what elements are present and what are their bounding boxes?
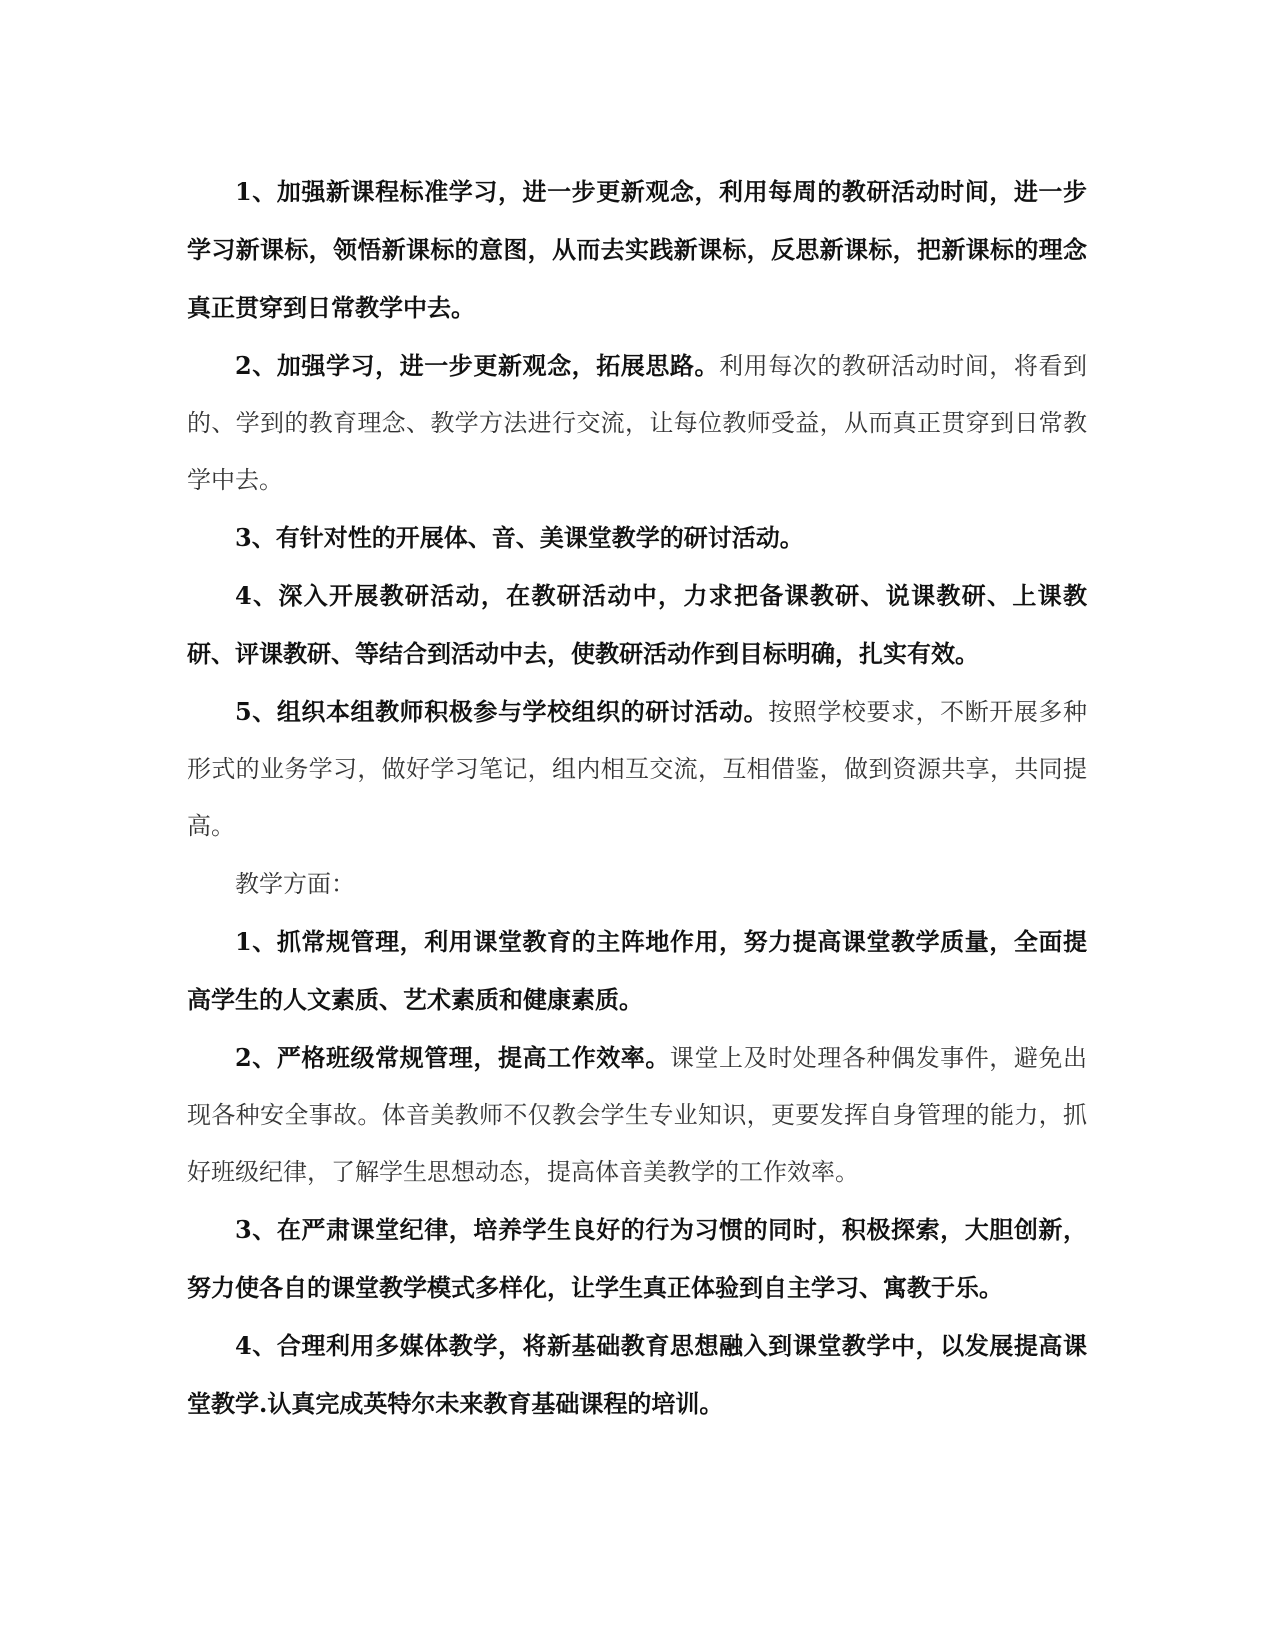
document-body [187,163,1087,1433]
paragraph-plain-text: 按照学校要求，不断开展多种形式的业务学习，做好学习笔记，组内相互交流，互相借鉴，做到资源共享，共同提高。 [187,698,1087,840]
paragraph-7 [187,1029,1087,1201]
section-heading-teaching [187,855,1087,913]
paragraph-5 [187,683,1087,855]
paragraph-6 [187,913,1087,1029]
paragraph-3 [187,509,1087,567]
paragraph-bold-text: 4、合理利用多媒体教学，将新基础教育思想融入到课堂教学中，以发展提高课堂教学.认真完成英特尔未来教育基础课程的培训。 [187,1331,1087,1418]
paragraph-bold-text: 2、加强学习，进一步更新观念，拓展思路。 [235,351,720,380]
paragraph-bold-text: 1、加强新课程标准学习，进一步更新观念，利用每周的教研活动时间，进一步学习新课标，领悟新课标的意图，从而去实践新课标，反思新课标，把新课标的理念真正贯穿到日常教学中去。 [187,177,1087,322]
paragraph-bold-text: 3、在严肃课堂纪律，培养学生良好的行为习惯的同时，积极探索，大胆创新，努力使各自的课堂教学模式多样化，让学生真正体验到自主学习、寓教于乐。 [187,1215,1087,1302]
paragraph-4 [187,567,1087,683]
paragraph-bold-text: 1、抓常规管理，利用课堂教育的主阵地作用，努力提高课堂教学质量，全面提高学生的人文素质、艺术素质和健康素质。 [187,927,1087,1014]
paragraph-bold-text: 5、组织本组教师积极参与学校组织的研讨活动。 [235,697,769,726]
paragraph-8 [187,1201,1087,1317]
paragraph-9 [187,1317,1087,1433]
paragraph-plain-text: 教学方面： [235,870,355,898]
paragraph-1 [187,163,1087,337]
paragraph-bold-text: 4、深入开展教研活动，在教研活动中，力求把备课教研、说课教研、上课教研、评课教研、等结合到活动中去，使教研活动作到目标明确，扎实有效。 [187,581,1087,668]
paragraph-plain-text: 利用每次的教研活动时间，将看到的、学到的教育理念、教学方法进行交流，让每位教师受益，从而真正贯穿到日常教学中去。 [187,352,1088,494]
paragraph-plain-text: 课堂上及时处理各种偶发事件，避免出现各种安全事故。体音美教师不仅教会学生专业知识，更要发挥自身管理的能力，抓好班级纪律，了解学生思想动态，提高体音美教学的工作效率。 [187,1044,1088,1186]
paragraph-2 [187,337,1087,509]
paragraph-bold-text: 3、有针对性的开展体、音、美课堂教学的研讨活动。 [235,523,804,552]
paragraph-bold-text: 2、严格班级常规管理，提高工作效率。 [235,1043,670,1072]
